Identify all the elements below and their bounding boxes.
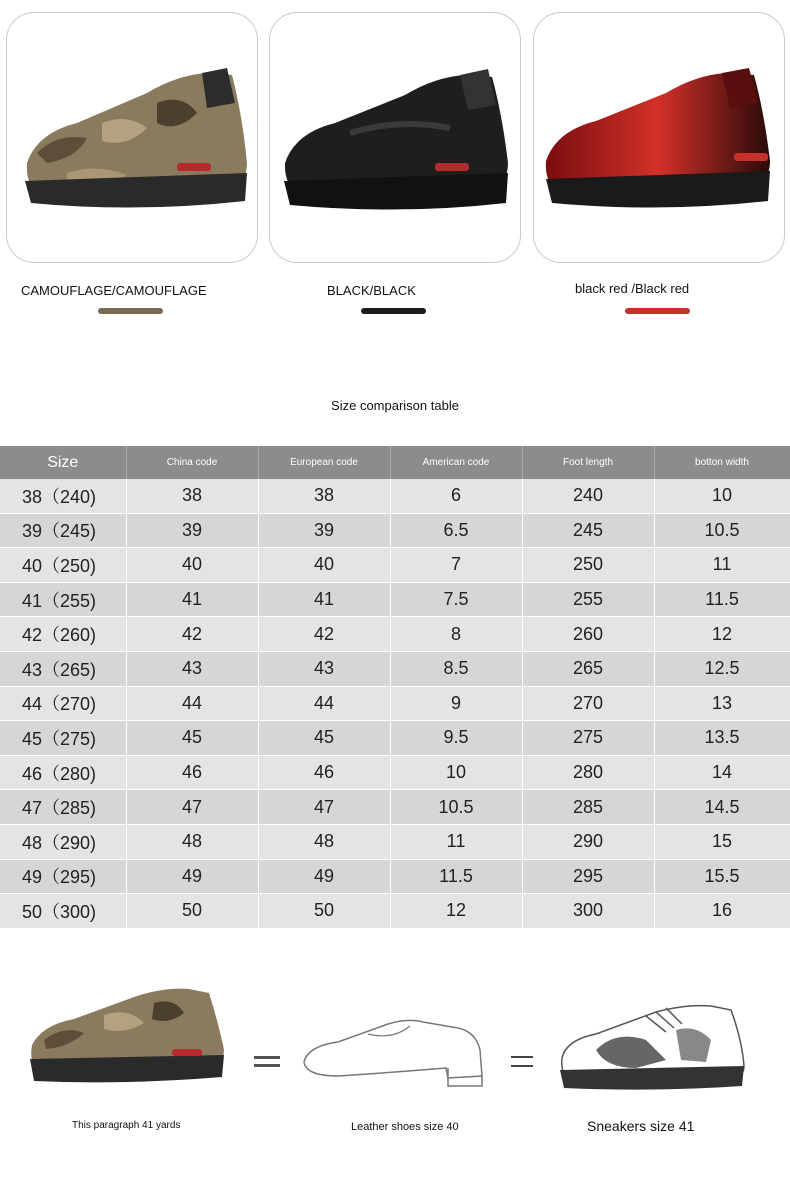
cell-american-code: 11.5 xyxy=(390,859,522,894)
size-comparison-table xyxy=(0,446,790,929)
cell-european-code: 40 xyxy=(258,548,390,583)
cell-foot-length: 275 xyxy=(522,721,654,756)
cell-american-code: 6 xyxy=(390,479,522,513)
cell-bottom-width: 16 xyxy=(654,894,790,929)
swatch-black[interactable] xyxy=(361,308,426,314)
variant-label-camouflage: CAMOUFLAGE/CAMOUFLAGE xyxy=(21,283,207,298)
cell-china-code: 38 xyxy=(126,479,258,513)
cell-china-code: 49 xyxy=(126,859,258,894)
cell-china-code: 43 xyxy=(126,651,258,686)
table-row xyxy=(0,859,790,894)
swatch-camouflage[interactable] xyxy=(98,308,163,314)
cell-size: 44（270) xyxy=(0,686,126,721)
table-row xyxy=(0,790,790,825)
header-china-code: China code xyxy=(126,446,258,479)
header-size: Size xyxy=(0,446,126,479)
cell-european-code: 50 xyxy=(258,894,390,929)
table-row xyxy=(0,721,790,756)
cell-foot-length: 285 xyxy=(522,790,654,825)
cell-european-code: 39 xyxy=(258,513,390,548)
swatch-black-red[interactable] xyxy=(625,308,690,314)
cell-american-code: 11 xyxy=(390,824,522,859)
cell-european-code: 45 xyxy=(258,721,390,756)
cell-foot-length: 290 xyxy=(522,824,654,859)
cell-bottom-width: 11.5 xyxy=(654,582,790,617)
cell-china-code: 40 xyxy=(126,548,258,583)
cell-bottom-width: 15 xyxy=(654,824,790,859)
cell-china-code: 46 xyxy=(126,755,258,790)
table-row xyxy=(0,894,790,929)
cell-size: 48（290) xyxy=(0,824,126,859)
table-row xyxy=(0,479,790,513)
cell-american-code: 8.5 xyxy=(390,651,522,686)
cell-bottom-width: 15.5 xyxy=(654,859,790,894)
cell-foot-length: 240 xyxy=(522,479,654,513)
cell-foot-length: 265 xyxy=(522,651,654,686)
cell-european-code: 47 xyxy=(258,790,390,825)
cell-american-code: 8 xyxy=(390,617,522,652)
cell-bottom-width: 14.5 xyxy=(654,790,790,825)
cell-bottom-width: 11 xyxy=(654,548,790,583)
caption-sneakers: Sneakers size 41 xyxy=(587,1118,695,1134)
table-row xyxy=(0,755,790,790)
cell-china-code: 48 xyxy=(126,824,258,859)
cell-foot-length: 250 xyxy=(522,548,654,583)
cell-size: 38（240) xyxy=(0,479,126,513)
caption-leather-shoes: Leather shoes size 40 xyxy=(351,1121,459,1133)
table-row xyxy=(0,582,790,617)
cell-size: 40（250) xyxy=(0,548,126,583)
cell-bottom-width: 14 xyxy=(654,755,790,790)
equals-sign-image xyxy=(254,1054,280,1070)
sneaker-outline-image xyxy=(556,1000,748,1090)
size-table-title: Size comparison table xyxy=(331,398,459,413)
variant-card-black-red[interactable] xyxy=(533,12,785,263)
cell-bottom-width: 12.5 xyxy=(654,651,790,686)
black-shoe-image xyxy=(270,13,520,262)
black-red-shoe-image xyxy=(534,13,784,262)
cell-foot-length: 260 xyxy=(522,617,654,652)
cell-american-code: 7.5 xyxy=(390,582,522,617)
cell-china-code: 39 xyxy=(126,513,258,548)
cell-bottom-width: 13 xyxy=(654,686,790,721)
cell-size: 47（285) xyxy=(0,790,126,825)
cell-foot-length: 295 xyxy=(522,859,654,894)
header-american-code: American code xyxy=(390,446,522,479)
cell-european-code: 38 xyxy=(258,479,390,513)
header-bottom-width: botton width xyxy=(654,446,790,479)
cell-american-code: 12 xyxy=(390,894,522,929)
caption-this-pair: This paragraph 41 yards xyxy=(72,1120,181,1131)
cell-american-code: 9 xyxy=(390,686,522,721)
cell-european-code: 43 xyxy=(258,651,390,686)
cell-european-code: 41 xyxy=(258,582,390,617)
table-row xyxy=(0,686,790,721)
cell-american-code: 7 xyxy=(390,548,522,583)
cell-bottom-width: 10 xyxy=(654,479,790,513)
cell-size: 42（260) xyxy=(0,617,126,652)
cell-european-code: 46 xyxy=(258,755,390,790)
cell-bottom-width: 12 xyxy=(654,617,790,652)
cell-american-code: 10.5 xyxy=(390,790,522,825)
cell-american-code: 10 xyxy=(390,755,522,790)
cell-european-code: 48 xyxy=(258,824,390,859)
table-row xyxy=(0,617,790,652)
variant-label-black: BLACK/BLACK xyxy=(327,283,416,298)
cell-size: 50（300) xyxy=(0,894,126,929)
cell-size: 45（275) xyxy=(0,721,126,756)
cell-american-code: 6.5 xyxy=(390,513,522,548)
cell-size: 39（245) xyxy=(0,513,126,548)
cell-china-code: 45 xyxy=(126,721,258,756)
cell-foot-length: 245 xyxy=(522,513,654,548)
cell-american-code: 9.5 xyxy=(390,721,522,756)
cell-foot-length: 280 xyxy=(522,755,654,790)
cell-china-code: 42 xyxy=(126,617,258,652)
cell-size: 46（280) xyxy=(0,755,126,790)
table-row xyxy=(0,651,790,686)
table-row xyxy=(0,824,790,859)
leather-shoe-outline-image xyxy=(298,1010,488,1090)
cell-foot-length: 255 xyxy=(522,582,654,617)
cell-size: 49（295) xyxy=(0,859,126,894)
table-header-row xyxy=(0,446,790,479)
cell-bottom-width: 13.5 xyxy=(654,721,790,756)
camouflage-sneaker-image xyxy=(24,985,229,1085)
cell-european-code: 49 xyxy=(258,859,390,894)
variant-card-black[interactable] xyxy=(269,12,521,263)
cell-european-code: 42 xyxy=(258,617,390,652)
cell-china-code: 44 xyxy=(126,686,258,721)
header-foot-length: Foot length xyxy=(522,446,654,479)
cell-bottom-width: 10.5 xyxy=(654,513,790,548)
cell-china-code: 47 xyxy=(126,790,258,825)
variant-card-camouflage[interactable] xyxy=(6,12,258,263)
cell-foot-length: 270 xyxy=(522,686,654,721)
camouflage-shoe-image xyxy=(7,13,257,262)
table-row xyxy=(0,548,790,583)
cell-china-code: 41 xyxy=(126,582,258,617)
equals-sign-image-2 xyxy=(511,1054,533,1070)
cell-china-code: 50 xyxy=(126,894,258,929)
cell-foot-length: 300 xyxy=(522,894,654,929)
variant-label-black-red: black red /Black red xyxy=(575,281,690,296)
header-european-code: European code xyxy=(258,446,390,479)
cell-size: 43（265) xyxy=(0,651,126,686)
cell-european-code: 44 xyxy=(258,686,390,721)
cell-size: 41（255) xyxy=(0,582,126,617)
table-row xyxy=(0,513,790,548)
